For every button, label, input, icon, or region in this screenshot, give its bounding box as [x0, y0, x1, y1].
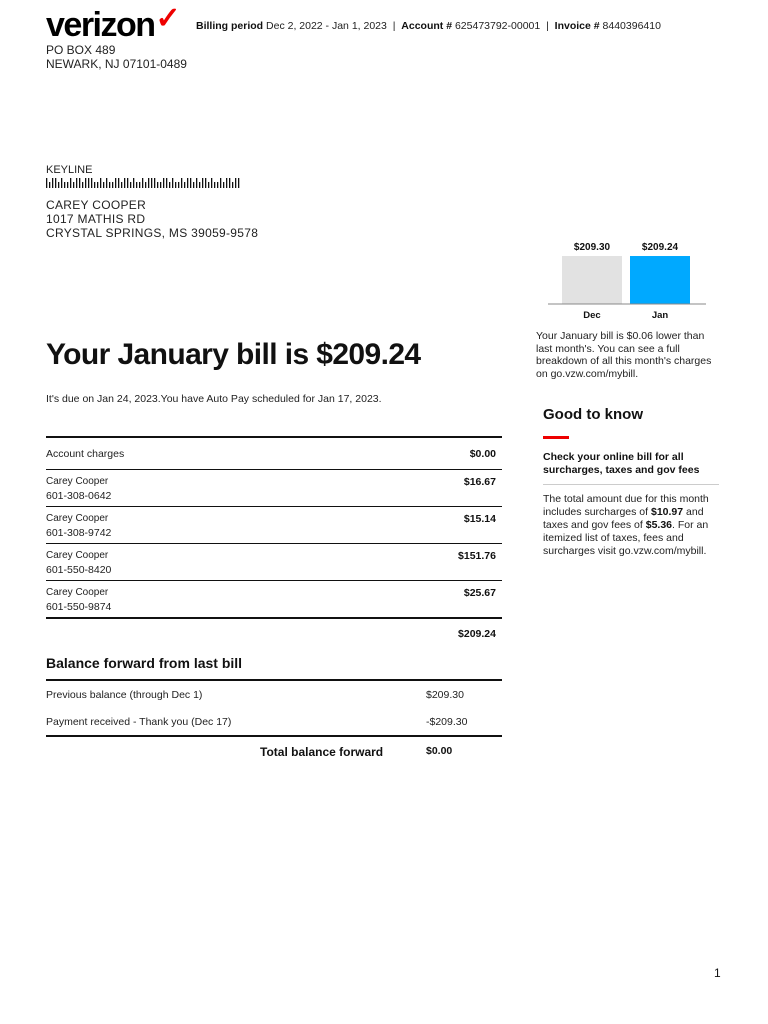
- balance-row: [46, 681, 502, 708]
- barcode-bar: [49, 182, 50, 188]
- barcode-bar: [52, 178, 53, 188]
- barcode-bar: [106, 178, 107, 188]
- barcode-bar: [112, 182, 113, 188]
- sender-line-1: PO BOX 489: [46, 43, 116, 57]
- account-label: Account #: [401, 20, 453, 32]
- barcode-bar: [160, 182, 161, 188]
- surcharges-amount: $10.97: [650, 506, 684, 518]
- chart-category-label: Dec: [583, 310, 601, 321]
- charges-table: [46, 436, 502, 619]
- barcode-bar: [208, 182, 209, 188]
- barcode-bar: [88, 178, 89, 188]
- table-bottom-rule: [46, 735, 502, 737]
- page-number: 1: [714, 966, 721, 980]
- line-number: 601-550-9874: [46, 601, 112, 613]
- barcode-bar: [73, 182, 74, 188]
- barcode-bar: [184, 182, 185, 188]
- table-bottom-rule: [46, 617, 502, 619]
- barcode-bar: [70, 178, 71, 188]
- separator: |: [392, 20, 396, 32]
- barcode-bar: [121, 182, 122, 188]
- barcode-bar: [190, 178, 191, 188]
- chart-value-label: $209.24: [641, 242, 679, 254]
- barcode-bar: [148, 178, 149, 188]
- good-to-know-title: Good to know: [543, 406, 643, 423]
- barcode-bar: [127, 178, 128, 188]
- barcode-bar: [220, 178, 221, 188]
- barcode-bar: [67, 182, 68, 188]
- barcode-bar: [85, 178, 86, 188]
- bill-comparison-chart: [536, 238, 710, 324]
- barcode-bar: [196, 178, 197, 188]
- chart-value-label: $209.30: [573, 242, 611, 253]
- balance-row-value: $209.30: [426, 689, 464, 701]
- barcode-bar: [226, 178, 227, 188]
- barcode-bar: [187, 178, 188, 188]
- line-name: Carey Cooper: [46, 587, 109, 598]
- barcode-bar: [163, 178, 164, 188]
- barcode-bar: [55, 178, 56, 188]
- barcode-bar: [139, 182, 140, 188]
- balance-row: [46, 708, 502, 735]
- verizon-logo: verizon✓: [46, 2, 180, 44]
- barcode-bar: [199, 182, 200, 188]
- billing-period: Dec 2, 2022 - Jan 1, 2023: [266, 20, 387, 32]
- barcode-bar: [214, 182, 215, 188]
- barcode-bar: [202, 178, 203, 188]
- line-number: 601-550-8420: [46, 564, 112, 576]
- barcode-bar: [145, 182, 146, 188]
- gtk-body-text-2: and taxes and gov fees of: [543, 506, 704, 531]
- barcode-bar: [235, 178, 236, 188]
- chart-bar-jan: [630, 256, 690, 304]
- barcode-bar: [76, 178, 77, 188]
- good-to-know-subtitle: Check your online bill for all surcharges, taxes and gov fees: [543, 451, 700, 476]
- recipient-street: 1017 MATHIS RD: [46, 212, 146, 226]
- barcode-bar: [64, 182, 65, 188]
- barcode-bar: [115, 178, 116, 188]
- barcode-bar: [61, 178, 62, 188]
- barcode-bar: [211, 178, 212, 188]
- accent-rule: [543, 436, 569, 439]
- line-amount: $16.67: [463, 476, 496, 488]
- invoice-number: 8440396410: [602, 20, 661, 32]
- account-charges-amount: $0.00: [469, 448, 496, 460]
- line-amount: $151.76: [458, 550, 496, 562]
- postal-barcode: [46, 178, 242, 188]
- barcode-bar: [157, 182, 158, 188]
- account-charges-label: Account charges: [46, 448, 125, 460]
- barcode-bar: [130, 182, 131, 188]
- line-name: Carey Cooper: [46, 513, 109, 524]
- barcode-bar: [229, 178, 230, 188]
- balance-forward-table: [46, 679, 502, 737]
- billing-period-label: Billing period: [196, 20, 264, 32]
- barcode-bar: [223, 182, 224, 188]
- line-row: [46, 544, 502, 580]
- barcode-bar: [109, 182, 110, 188]
- account-number: 625473792-00001: [454, 20, 541, 32]
- line-row: [46, 581, 502, 617]
- line-name: Carey Cooper: [46, 476, 109, 487]
- total-balance-forward-label: Total balance forward: [260, 745, 384, 759]
- total-balance-forward-value: $0.00: [426, 745, 453, 757]
- line-amount: $25.67: [463, 587, 496, 599]
- chart-category-label: Jan: [651, 310, 669, 321]
- invoice-label: Invoice #: [554, 20, 600, 32]
- barcode-bar: [175, 182, 176, 188]
- account-charges-row: [46, 438, 502, 469]
- good-to-know-divider: [543, 484, 719, 485]
- gtk-body-text-3: . For an itemized list of taxes, fees and surcharges visit go.vzw.com/mybill.: [543, 519, 709, 557]
- barcode-bar: [100, 178, 101, 188]
- barcode-bar: [142, 178, 143, 188]
- barcode-bar: [94, 182, 95, 188]
- balance-row-label: Payment received - Thank you (Dec 17): [46, 716, 232, 728]
- line-amount: $15.14: [463, 513, 496, 525]
- barcode-bar: [103, 182, 104, 188]
- barcode-bar: [166, 178, 167, 188]
- chart-note: Your January bill is $0.06 lower than last month's. You can see a full breakdown of all this month's charges on go.vzw.com/mybill.: [536, 330, 712, 380]
- line-row: [46, 507, 502, 543]
- barcode-bar: [97, 182, 98, 188]
- barcode-bar: [178, 182, 179, 188]
- barcode-bar: [205, 178, 206, 188]
- barcode-bar: [91, 178, 92, 188]
- balance-forward-title: Balance forward from last bill: [46, 655, 243, 671]
- barcode-bar: [181, 178, 182, 188]
- chart-bar-dec: [562, 256, 622, 304]
- line-name: Carey Cooper: [46, 550, 109, 561]
- barcode-bar: [118, 178, 119, 188]
- balance-row-label: Previous balance (through Dec 1): [46, 689, 203, 701]
- line-number: 601-308-0642: [46, 490, 112, 502]
- barcode-bar: [232, 182, 233, 188]
- verizon-check-icon: ✓: [155, 2, 180, 35]
- due-date-text: It's due on Jan 24, 2023.You have Auto Pay scheduled for Jan 17, 2023.: [46, 393, 382, 405]
- barcode-bar: [124, 178, 125, 188]
- recipient-city: CRYSTAL SPRINGS, MS 39059-9578: [46, 226, 259, 240]
- barcode-bar: [238, 178, 239, 188]
- keyline-label: KEYLINE: [46, 164, 93, 176]
- balance-row-value: -$209.30: [426, 716, 468, 728]
- page-title: Your January bill is $209.24: [46, 338, 421, 371]
- barcode-bar: [46, 178, 47, 188]
- sender-line-2: NEWARK, NJ 07101-0489: [46, 57, 187, 71]
- barcode-bar: [169, 182, 170, 188]
- barcode-bar: [82, 182, 83, 188]
- line-number: 601-308-9742: [46, 527, 112, 539]
- barcode-bar: [58, 182, 59, 188]
- barcode-bar: [133, 178, 134, 188]
- barcode-bar: [151, 178, 152, 188]
- separator: |: [546, 20, 549, 32]
- barcode-bar: [136, 182, 137, 188]
- recipient-address: [46, 198, 258, 240]
- barcode-bar: [79, 178, 80, 188]
- barcode-bar: [154, 178, 155, 188]
- good-to-know-body: [543, 493, 721, 558]
- taxes-amount: $5.36: [645, 519, 673, 531]
- charges-subtotal: $209.24: [458, 628, 496, 640]
- barcode-bar: [172, 178, 173, 188]
- barcode-bar: [193, 182, 194, 188]
- recipient-name: CAREY COOPER: [46, 198, 147, 212]
- barcode-bar: [217, 182, 218, 188]
- billing-header-meta: [196, 20, 661, 32]
- sender-address: [46, 43, 187, 71]
- gtk-body-text-1: The total amount due for this month includes surcharges of: [543, 493, 709, 518]
- line-row: [46, 470, 502, 506]
